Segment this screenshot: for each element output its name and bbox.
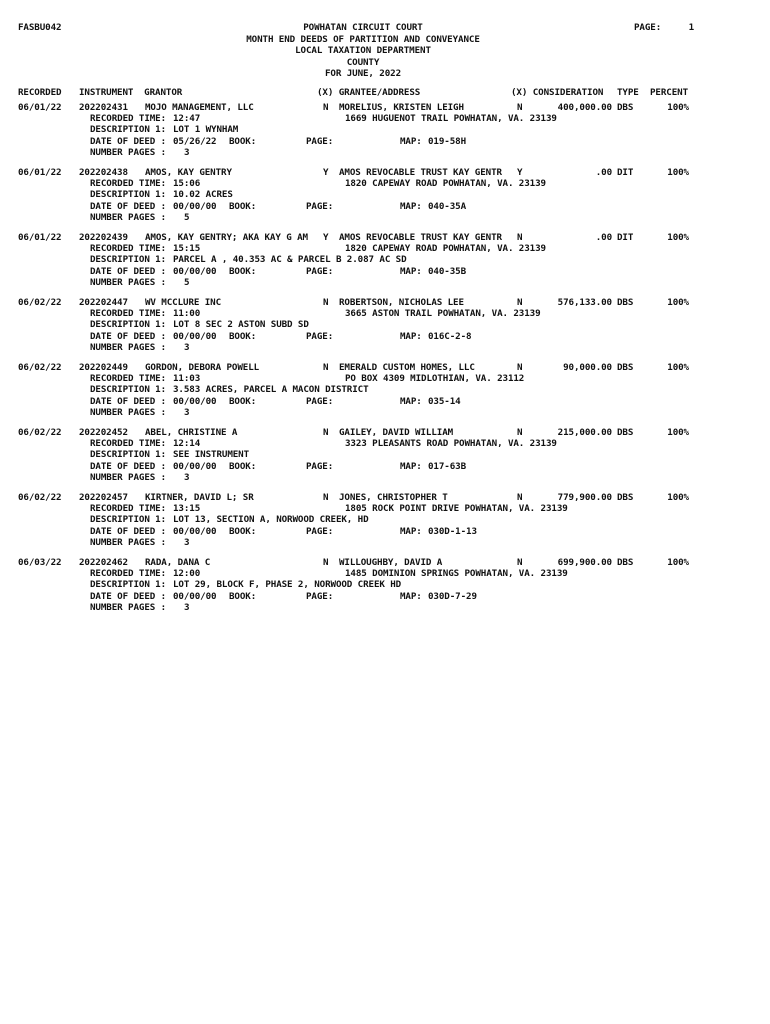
percent-value: 100% [667, 297, 689, 308]
recorded-time-label: RECORDED TIME: [90, 243, 167, 255]
date-of-deed-value: 00/00/00 [173, 460, 217, 472]
description-label: DESCRIPTION 1: [90, 189, 167, 201]
book-label: BOOK: [229, 200, 257, 212]
date-of-deed-label: DATE OF DEED : [90, 460, 167, 472]
title-line-4: COUNTY [346, 57, 380, 68]
description-value: PARCEL A , 40.353 AC & PARCEL B 2.087 AC SD [173, 254, 407, 266]
book-label: BOOK: [229, 395, 257, 407]
recorded-time-label: RECORDED TIME: [90, 113, 167, 125]
grantor-name: RADA, DANA C [145, 557, 211, 568]
grantee-name: EMERALD CUSTOM HOMES, LLC [339, 362, 475, 373]
number-pages-value: 3 [184, 601, 190, 613]
grantor-name: WV MCCLURE INC [145, 297, 222, 308]
number-pages-label: NUMBER PAGES : [90, 536, 167, 548]
number-pages-label: NUMBER PAGES : [90, 276, 167, 288]
number-pages-value: 3 [184, 146, 190, 158]
map-value: 017-63B [428, 460, 467, 472]
instrument-number: 202202431 [79, 102, 128, 113]
recorded-date: 06/02/22 [18, 492, 62, 503]
instrument-number: 202202438 [79, 167, 128, 178]
title-line-5: FOR JUNE, 2022 [324, 68, 402, 79]
recorded-date: 06/02/22 [18, 297, 62, 308]
recorded-time-value: 12:14 [173, 438, 201, 450]
recorded-time-value: 13:15 [173, 503, 201, 515]
description-value: LOT 13, SECTION A, NORWOOD CREEK, HD [173, 514, 369, 526]
grantee-name: AMOS REVOCABLE TRUST KAY GENTR [339, 232, 502, 243]
consideration-amount: 779,900.00 [557, 492, 612, 503]
map-label: MAP: [400, 525, 422, 537]
grantee-x-flag: N [517, 557, 523, 568]
deed-type: DBS [617, 492, 634, 503]
grantee-address: 3665 ASTON TRAIL POWHATAN, VA. 23139 [345, 308, 541, 320]
recorded-time-label: RECORDED TIME: [90, 178, 167, 190]
instrument-number: 202202462 [79, 557, 128, 568]
number-pages-label: NUMBER PAGES : [90, 406, 167, 418]
grantor-x-flag: N [323, 557, 329, 568]
grantee-name: MORELIUS, KRISTEN LEIGH [339, 102, 464, 113]
col-instrument-grantor: INSTRUMENT GRANTOR [79, 87, 183, 98]
recorded-time-value: 11:03 [173, 373, 201, 385]
recorded-date: 06/01/22 [18, 232, 62, 243]
recorded-time-value: 11:00 [173, 308, 201, 320]
instrument-number: 202202447 [79, 297, 128, 308]
description-value: LOT 29, BLOCK F, PHASE 2, NORWOOD CREEK HD [173, 579, 402, 591]
grantee-x-flag: N [517, 492, 523, 503]
grantee-x-flag: N [517, 427, 523, 438]
page-field-label: PAGE: [306, 590, 334, 602]
grantee-x-flag: N [517, 297, 523, 308]
grantor-x-flag: N [323, 362, 329, 373]
col-recorded: RECORDED [18, 87, 62, 98]
grantor-name: GORDON, DEBORA POWELL [145, 362, 260, 373]
percent-value: 100% [667, 557, 689, 568]
grantor-x-flag: Y [323, 167, 329, 178]
number-pages-value: 3 [184, 406, 190, 418]
number-pages-value: 3 [184, 536, 190, 548]
page-field-label: PAGE: [306, 200, 334, 212]
book-label: BOOK: [229, 265, 257, 277]
col-type: TYPE [617, 87, 639, 98]
percent-value: 100% [667, 427, 689, 438]
grantee-name: GAILEY, DAVID WILLIAM [339, 427, 454, 438]
consideration-amount: 90,000.00 [563, 362, 612, 373]
number-pages-label: NUMBER PAGES : [90, 211, 167, 223]
number-pages-value: 5 [184, 276, 190, 288]
instrument-number: 202202457 [79, 492, 128, 503]
description-label: DESCRIPTION 1: [90, 384, 167, 396]
consideration-amount: 400,000.00 [557, 102, 612, 113]
description-label: DESCRIPTION 1: [90, 449, 167, 461]
page-field-label: PAGE: [306, 525, 334, 537]
title-line-2: MONTH END DEEDS OF PARTITION AND CONVEYANCE [246, 34, 480, 45]
percent-value: 100% [667, 102, 689, 113]
consideration-amount: 699,900.00 [557, 557, 612, 568]
map-label: MAP: [400, 395, 422, 407]
instrument-number: 202202439 [79, 232, 128, 243]
map-value: 019-58H [428, 135, 467, 147]
description-label: DESCRIPTION 1: [90, 319, 167, 331]
date-of-deed-label: DATE OF DEED : [90, 525, 167, 537]
recorded-time-label: RECORDED TIME: [90, 308, 167, 320]
number-pages-value: 3 [184, 471, 190, 483]
grantor-name: MOJO MANAGEMENT, LLC [145, 102, 254, 113]
description-value: 3.583 ACRES, PARCEL A MACON DISTRICT [173, 384, 369, 396]
recorded-date: 06/03/22 [18, 557, 62, 568]
map-value: 035-14 [428, 395, 461, 407]
grantee-x-flag: N [517, 102, 523, 113]
date-of-deed-label: DATE OF DEED : [90, 395, 167, 407]
recorded-date: 06/01/22 [18, 102, 62, 113]
book-label: BOOK: [229, 460, 257, 472]
number-pages-label: NUMBER PAGES : [90, 601, 167, 613]
book-label: BOOK: [229, 135, 257, 147]
grantor-name: AMOS, KAY GENTRY [145, 167, 232, 178]
number-pages-value: 5 [184, 211, 190, 223]
grantor-name: AMOS, KAY GENTRY; AKA KAY G AM [145, 232, 308, 243]
map-label: MAP: [400, 200, 422, 212]
col-consideration: (X) CONSIDERATION [511, 87, 604, 98]
deed-type: DIT [617, 232, 634, 243]
recorded-time-value: 12:47 [173, 113, 201, 125]
date-of-deed-label: DATE OF DEED : [90, 330, 167, 342]
date-of-deed-value: 00/00/00 [173, 330, 217, 342]
map-value: 040-35B [428, 265, 467, 277]
map-value: 030D-7-29 [428, 590, 477, 602]
consideration-amount: 576,133.00 [557, 297, 612, 308]
percent-value: 100% [667, 492, 689, 503]
percent-value: 100% [667, 362, 689, 373]
instrument-number: 202202452 [79, 427, 128, 438]
consideration-amount: 215,000.00 [557, 427, 612, 438]
report-id: FASBU042 [18, 22, 62, 33]
title-line-3: LOCAL TAXATION DEPARTMENT [295, 45, 431, 56]
date-of-deed-value: 00/00/00 [173, 200, 217, 212]
date-of-deed-value: 05/26/22 [173, 135, 217, 147]
grantor-name: ABEL, CHRISTINE A [145, 427, 238, 438]
grantee-address: PO BOX 4309 MIDLOTHIAN, VA. 23112 [345, 373, 525, 385]
page-field-label: PAGE: [306, 460, 334, 472]
recorded-date: 06/02/22 [18, 362, 62, 373]
recorded-time-value: 15:15 [173, 243, 201, 255]
map-label: MAP: [400, 135, 422, 147]
recorded-time-value: 15:06 [173, 178, 201, 190]
map-value: 040-35A [428, 200, 467, 212]
number-pages-label: NUMBER PAGES : [90, 471, 167, 483]
grantee-name: JONES, CHRISTOPHER T [339, 492, 448, 503]
consideration-amount: .00 [595, 232, 612, 243]
book-label: BOOK: [229, 330, 257, 342]
grantee-name: AMOS REVOCABLE TRUST KAY GENTR [339, 167, 502, 178]
description-value: LOT 8 SEC 2 ASTON SUBD SD [173, 319, 309, 331]
map-label: MAP: [400, 590, 422, 602]
map-label: MAP: [400, 460, 422, 472]
deed-type: DBS [617, 362, 634, 373]
grantee-name: ROBERTSON, NICHOLAS LEE [339, 297, 464, 308]
grantee-address: 1805 ROCK POINT DRIVE POWHATAN, VA. 23139 [345, 503, 568, 515]
deed-type: DIT [617, 167, 634, 178]
date-of-deed-value: 00/00/00 [173, 265, 217, 277]
grantee-address: 1669 HUGUENOT TRAIL POWHATAN, VA. 23139 [345, 113, 557, 125]
col-percent: PERCENT [650, 87, 689, 98]
grantor-name: KIRTNER, DAVID L; SR [145, 492, 254, 503]
recorded-time-label: RECORDED TIME: [90, 503, 167, 515]
recorded-time-value: 12:00 [173, 568, 201, 580]
description-label: DESCRIPTION 1: [90, 254, 167, 266]
grantor-x-flag: N [323, 297, 329, 308]
page-field-label: PAGE: [306, 330, 334, 342]
description-value: SEE INSTRUMENT [173, 449, 250, 461]
grantor-x-flag: Y [323, 232, 329, 243]
page-field-label: PAGE: [306, 265, 334, 277]
grantee-address: 1820 CAPEWAY ROAD POWHATAN, VA. 23139 [345, 243, 546, 255]
percent-value: 100% [667, 167, 689, 178]
grantee-x-flag: N [517, 362, 523, 373]
book-label: BOOK: [229, 525, 257, 537]
deed-type: DBS [617, 427, 634, 438]
recorded-date: 06/02/22 [18, 427, 62, 438]
grantor-x-flag: N [323, 427, 329, 438]
number-pages-label: NUMBER PAGES : [90, 146, 167, 158]
grantee-address: 3323 PLEASANTS ROAD POWHATAN, VA. 23139 [345, 438, 557, 450]
grantee-address: 1820 CAPEWAY ROAD POWHATAN, VA. 23139 [345, 178, 546, 190]
deed-type: DBS [617, 557, 634, 568]
date-of-deed-label: DATE OF DEED : [90, 135, 167, 147]
instrument-number: 202202449 [79, 362, 128, 373]
grantor-x-flag: N [323, 102, 329, 113]
number-pages-value: 3 [184, 341, 190, 353]
recorded-time-label: RECORDED TIME: [90, 438, 167, 450]
page-number: 1 [688, 22, 694, 33]
recorded-date: 06/01/22 [18, 167, 62, 178]
deed-type: DBS [617, 297, 634, 308]
recorded-time-label: RECORDED TIME: [90, 568, 167, 580]
page-field-label: PAGE: [306, 135, 334, 147]
grantee-name: WILLOUGHBY, DAVID A [339, 557, 443, 568]
recorded-time-label: RECORDED TIME: [90, 373, 167, 385]
date-of-deed-value: 00/00/00 [173, 525, 217, 537]
page-label: PAGE: [634, 22, 662, 33]
description-label: DESCRIPTION 1: [90, 514, 167, 526]
grantee-x-flag: Y [517, 167, 523, 178]
grantee-x-flag: N [517, 232, 523, 243]
book-label: BOOK: [229, 590, 257, 602]
consideration-amount: .00 [595, 167, 612, 178]
map-value: 030D-1-13 [428, 525, 477, 537]
title-line-1: POWHATAN CIRCUIT COURT [303, 22, 423, 33]
date-of-deed-value: 00/00/00 [173, 590, 217, 602]
number-pages-label: NUMBER PAGES : [90, 341, 167, 353]
description-value: LOT 1 WYNHAM [173, 124, 239, 136]
description-label: DESCRIPTION 1: [90, 579, 167, 591]
page-field-label: PAGE: [306, 395, 334, 407]
map-label: MAP: [400, 330, 422, 342]
percent-value: 100% [667, 232, 689, 243]
date-of-deed-value: 00/00/00 [173, 395, 217, 407]
description-label: DESCRIPTION 1: [90, 124, 167, 136]
date-of-deed-label: DATE OF DEED : [90, 200, 167, 212]
deed-type: DBS [617, 102, 634, 113]
grantor-x-flag: N [323, 492, 329, 503]
map-value: 016C-2-8 [428, 330, 472, 342]
grantee-address: 1485 DOMINION SPRINGS POWHATAN, VA. 23139 [345, 568, 568, 580]
col-grantee-address: (X) GRANTEE/ADDRESS [317, 87, 421, 98]
description-value: 10.02 ACRES [173, 189, 233, 201]
date-of-deed-label: DATE OF DEED : [90, 265, 167, 277]
map-label: MAP: [400, 265, 422, 277]
date-of-deed-label: DATE OF DEED : [90, 590, 167, 602]
